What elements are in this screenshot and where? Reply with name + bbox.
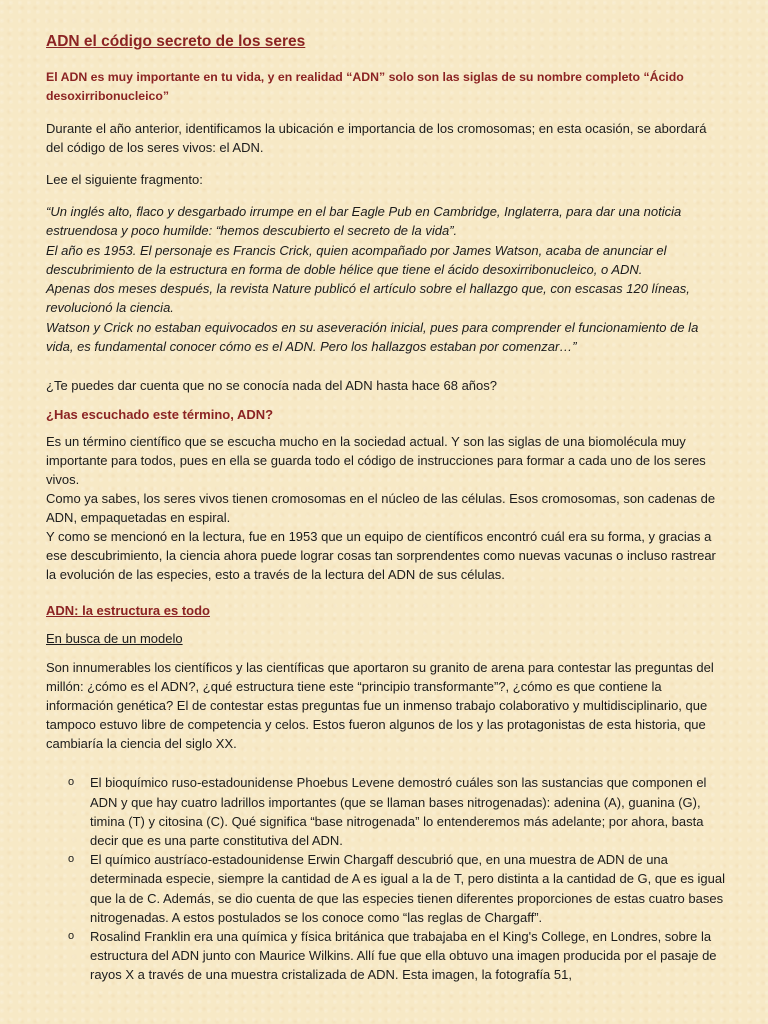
list-item <box>46 850 726 927</box>
quote-line: Apenas dos meses después, la revista Nature publicó el artículo sobre el hallazgo que, con escasas 120 líneas, revolucionó la ciencia. <box>46 281 690 316</box>
quote-line: Watson y Crick no estaban equivocados en su aseveración inicial, pues para comprender el funcionamiento de la vida, es fundamental conocer cómo es el ADN. Pero los hallazgos estaban por comenzar…” <box>46 319 699 355</box>
bullet-list <box>46 773 726 984</box>
body-paragraph: Son innumerables los científicos y las científicas que aportaron su granito de arena para contestar las preguntas del millón: ¿cómo es el ADN?, ¿qué estructura tiene este “principio transformante”?, ¿cómo es que contiene la información genética? El de contestar estas preguntas fue un inmenso trabajo colaborativo y multidisciplinario, que tampoco estuvo libre de competencia y celos. Estos fueron algunos de los y las protagonistas de esta historia, que cambiaría la ciencia del siglo XX. <box>46 660 714 752</box>
quote-line: “Un inglés alto, flaco y desgarbado irrumpe en el bar Eagle Pub en Cambridge, Inglaterra, para dar una noticia estruendosa y poco humilde: “hemos descubierto el secreto de la vida”. <box>46 204 682 239</box>
bullet-marker: o <box>68 930 75 942</box>
list-item-text: El bioquímico ruso-estadounidense Phoebus Levene demostró cuáles son las sustancias que componen el ADN y que hay cuatro ladrillos importantes (que se llaman bases nitrogenadas): adenina (A), guanina (G), timina (T) y citosina (C). Qué significa “base nitrogenada” lo entenderemos más adelante; por ahora, basta decir que es una parte constitutiva del ADN. <box>90 775 707 848</box>
bullet-marker: o <box>68 853 75 866</box>
section-heading-structure: ADN: la estructura es todo <box>46 603 210 619</box>
section-body <box>46 432 726 584</box>
intro-paragraph: Durante el año anterior, identificamos la ubicación e importancia de los cromosomas; en esta ocasión, se abordará del código de los seres vivos: el ADN. <box>46 121 707 155</box>
list-item-text: Rosalind Franklin era una química y física británica que trabajaba en el King's College, en Londres, sobre la estructura del ADN junto con Maurice Wilkins. Allí fue que ella obtuvo una imagen producida por el pasaje de rayos X a través de una muestra cristalizada de ADN. Esta imagen, la fotografía 51, <box>90 929 717 983</box>
document-title: ADN el código secreto de los seres <box>46 33 306 50</box>
bullet-marker: o <box>68 776 75 789</box>
intro-instruction: Lee el siguiente fragmento: <box>46 172 203 187</box>
body-paragraph: Como ya sabes, los seres vivos tienen cromosomas en el núcleo de las células. Esos cromosomas, son cadenas de ADN, empaquetadas en espiral. <box>46 491 716 526</box>
lead-paragraph: El ADN es muy importante en tu vida, y en realidad “ADN” solo son las siglas de su nombre completo “Ácido desoxirribonucleico” <box>46 70 684 103</box>
question-paragraph: ¿Te puedes dar cuenta que no se conocía nada del ADN hasta hace 68 años? <box>46 378 497 394</box>
list-item <box>46 773 726 850</box>
document-page <box>46 33 726 985</box>
list-item-text: El químico austríaco-estadounidense Erwin Chargaff descubrió que, en una muestra de ADN de una determinada especie, siempre la cantidad de A es igual a la de T, pero distinta a la cantidad de G, que es igual que la de C. Además, se dio cuenta de que las especies tienen diferentes proporciones de estas cuatro bases nitrogenadas. A estos postulados se los conoce como “las reglas de Chargaff”. <box>90 852 726 925</box>
body-paragraph: Es un término científico que se escucha mucho en la sociedad actual. Y son las siglas de una biomolécula muy importante para todos, pues en ella se guarda todo el código de instrucciones para formar a cada uno de los seres vivos. <box>46 434 706 488</box>
body-paragraph: Y como se mencionó en la lectura, fue en 1953 que un equipo de científicos encontró cuál era su forma, y gracias a ese descubrimiento, la ciencia ahora puede lograr cosas tan sorprendentes como nuevas vacunas o incluso rastrear la evolución de las especies, esto a través de la lectura del ADN de sus células. <box>46 529 716 583</box>
subsection-heading: En busca de un modelo <box>46 631 183 647</box>
quote-line: El año es 1953. El personaje es Francis Crick, quien acompañado por James Watson, acaba de anunciar el descubrimiento de la estructura en forma de doble hélice que tiene el ácido desoxirribonucleico, o ADN. <box>46 242 667 277</box>
quote-block <box>46 202 726 356</box>
section-heading: ¿Has escuchado este término, ADN? <box>46 407 274 423</box>
list-item <box>46 927 726 985</box>
